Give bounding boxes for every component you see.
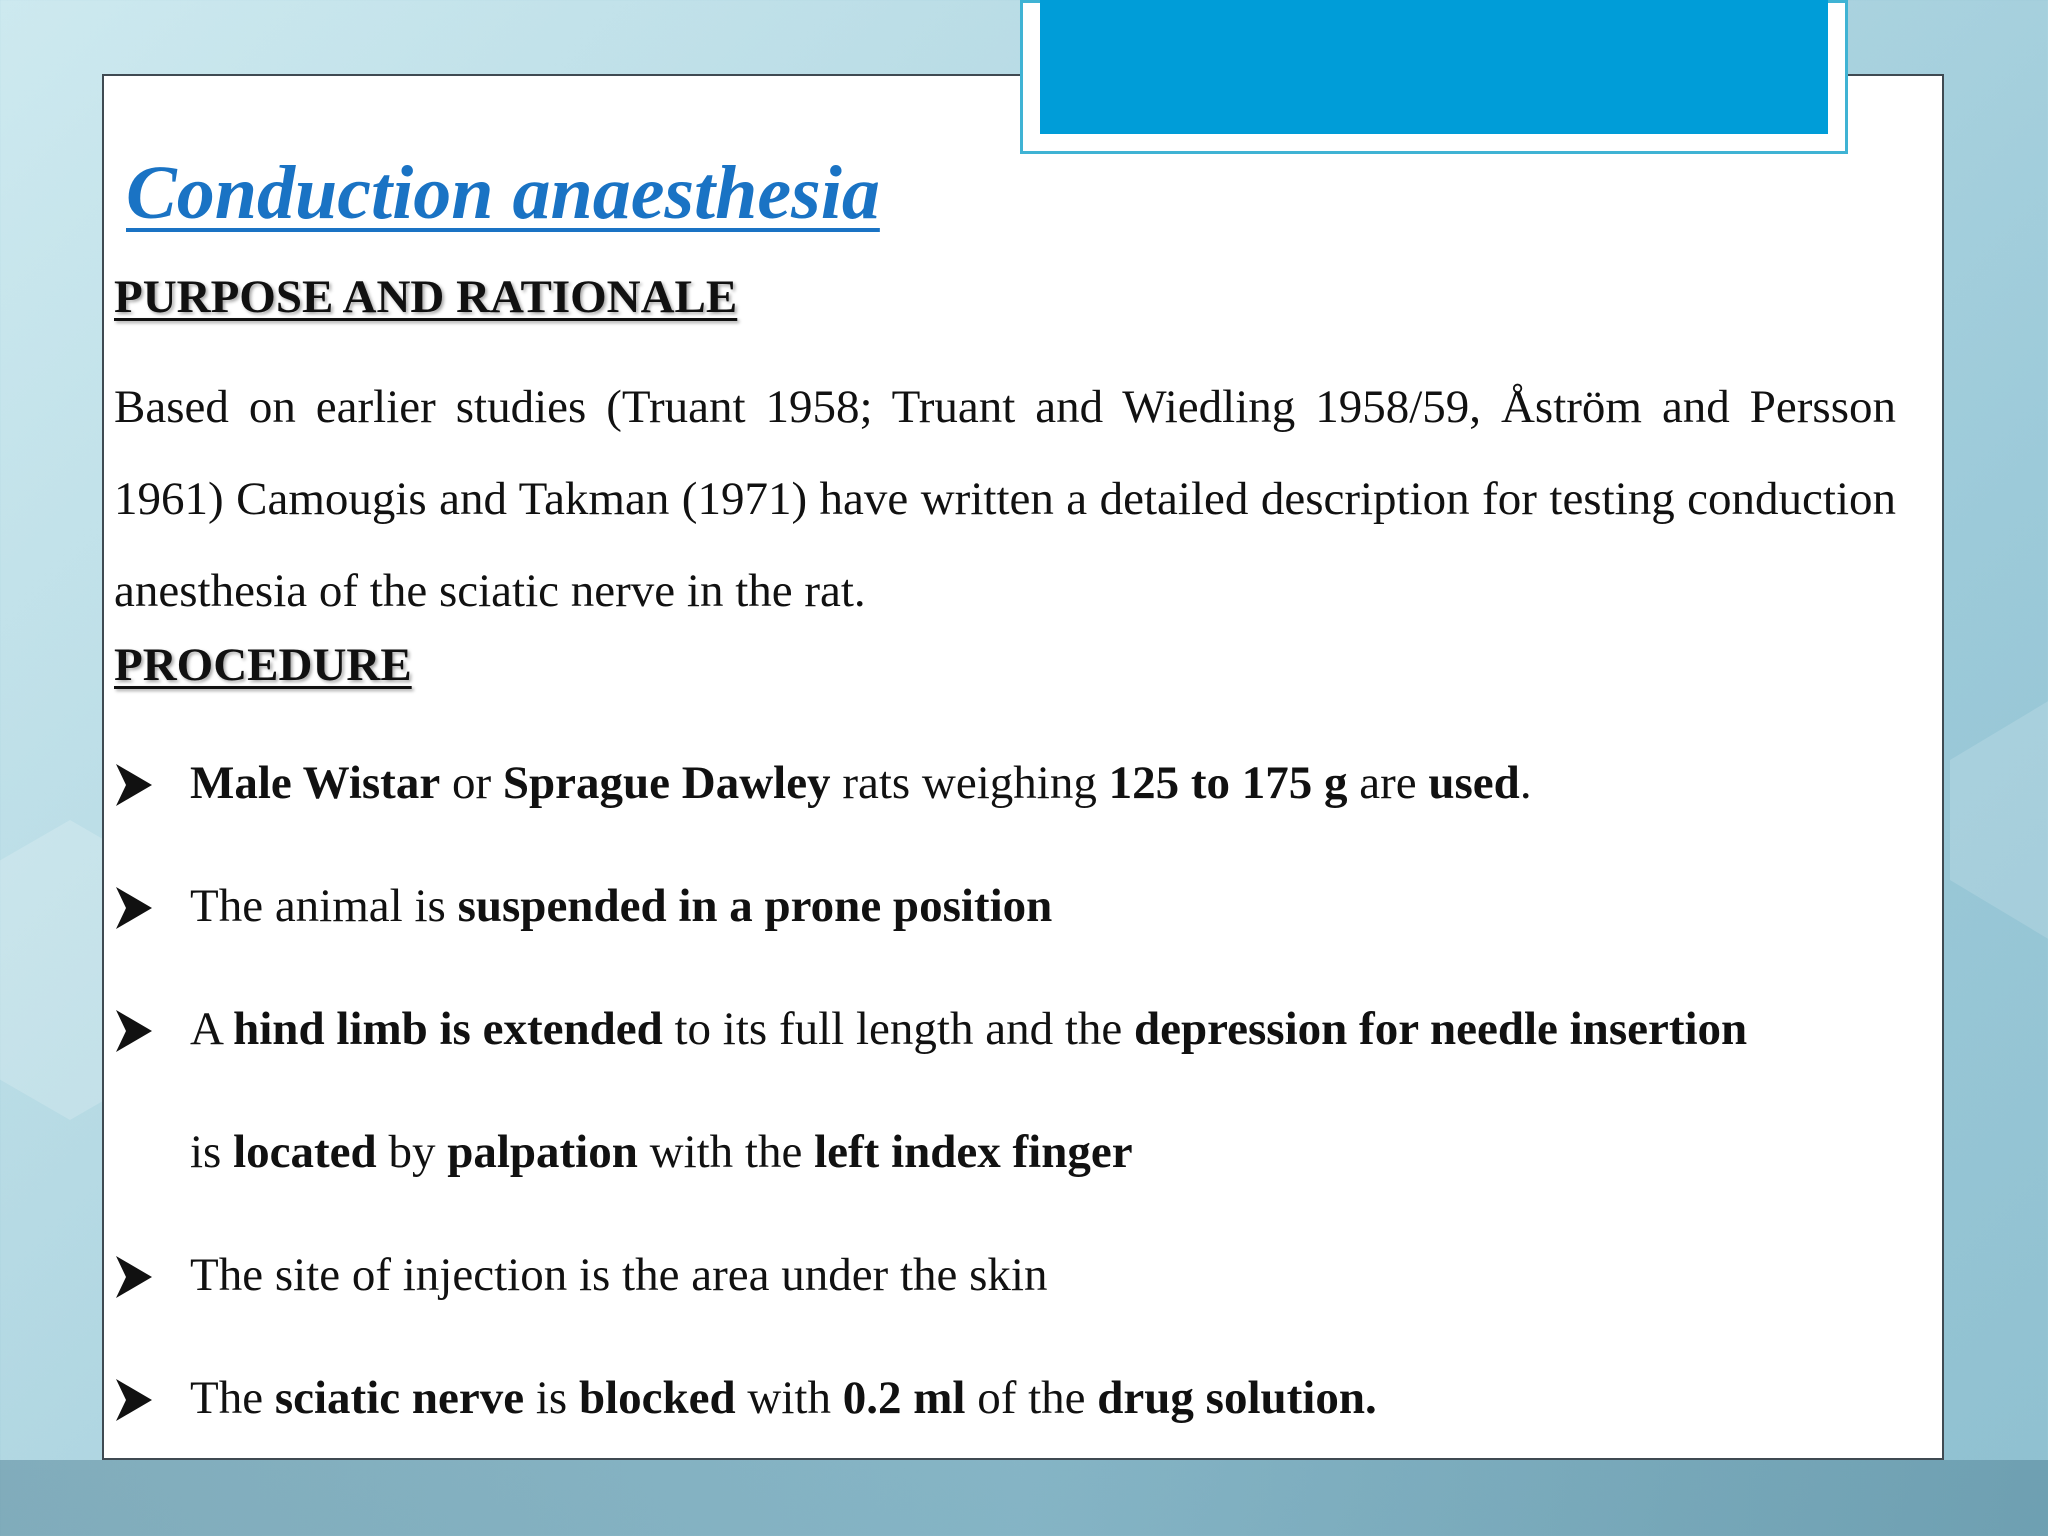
bullet-bold-run: sciatic nerve [274,1372,525,1424]
bullet-bold-run: depression for needle insertion [1134,1003,1748,1055]
bullet-run: . [1519,757,1532,809]
bullet-run: The animal is [190,880,458,932]
bullet-run: to its full length and the [662,1003,1134,1055]
bullet-run: with [735,1372,843,1424]
bullet-text [190,756,1532,810]
bullet-bold-run: Sprague Dawley [502,757,831,809]
arrowhead-bullet-icon [114,1252,154,1302]
arrowhead-bullet-icon [114,760,154,810]
bullet-text [190,1371,1377,1425]
bullet-run: is [190,1126,234,1178]
bullet-run: by [376,1126,448,1178]
bullet-bold-run: used [1428,757,1520,809]
bullet-text [190,1125,1133,1179]
procedure-heading: PROCEDURE [114,639,412,691]
bullet-run: The [190,1372,275,1424]
bullet-text [190,1002,1747,1056]
arrowhead-bullet-icon [114,1375,154,1425]
bullet-run: The site of injection is the area under the skin [190,1249,1048,1301]
bullet-bold-run: 125 to 175 g [1108,757,1348,809]
bullet-run: with the [637,1126,815,1178]
slide-title: Conduction anaesthesia [126,151,880,235]
bullet-run: is [524,1372,579,1424]
arrowhead-bullet-icon [114,1006,154,1056]
bullet-bold-run: drug solution. [1097,1372,1377,1424]
bullet-bold-run: Male Wistar [190,757,441,809]
bullet-bold-run: hind limb is extended [233,1003,663,1055]
bullet-bold-run: 0.2 ml [842,1372,966,1424]
bullet-bold-run: located [233,1126,377,1178]
bullet-run: rats weighing [830,757,1109,809]
bullet-bold-run: blocked [578,1372,736,1424]
bullet-text [190,879,1052,933]
purpose-paragraph: Based on earlier studies (Truant 1958; Truant and Wiedling 1958/59, Åström and Persson 1961) Camougis and Takman (1971) have written a detailed description for testing conduction anesthesia of the sciatic nerve in the rat. [114,381,1896,617]
bullet-run: A [190,1003,234,1055]
bullet-bold-run: palpation [447,1126,638,1178]
bullet-text [190,1248,1047,1302]
arrowhead-bullet-icon [114,883,154,933]
bullet-bold-run: suspended in a prone position [457,880,1053,932]
bullet-bold-run: left index finger [814,1126,1133,1178]
purpose-heading: PURPOSE AND RATIONALE [114,271,738,323]
bullet-run: of the [965,1372,1098,1424]
bullet-run: or [440,757,503,809]
bullet-run: are [1347,757,1429,809]
